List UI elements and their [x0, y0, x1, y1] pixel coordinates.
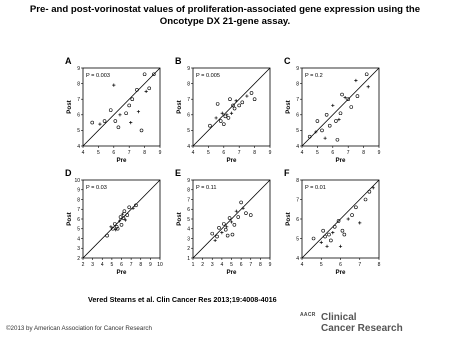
x-axis-label-d: Pre — [116, 269, 127, 276]
data-point-e — [230, 220, 233, 223]
x-axis-label-e: Pre — [226, 269, 237, 276]
data-point-d — [128, 206, 131, 209]
y-tick-label-e: 3 — [187, 236, 190, 243]
data-point-a — [91, 121, 94, 124]
y-tick-label-f: 5 — [296, 236, 299, 243]
data-point-a — [148, 87, 151, 90]
data-point-e — [220, 231, 223, 234]
identity-line-d — [83, 180, 160, 258]
data-point-f — [322, 229, 325, 232]
data-point-a — [112, 84, 115, 87]
data-point-c — [365, 73, 368, 76]
data-point-e — [217, 226, 220, 229]
data-point-f — [339, 245, 342, 248]
data-point-a — [131, 98, 134, 101]
x-tick-label-d: 3 — [91, 262, 95, 268]
x-tick-label-d: 9 — [148, 262, 152, 268]
data-point-e — [244, 212, 247, 215]
p-value-f: P = 0.01 — [305, 185, 326, 191]
y-tick-label-d: 4 — [77, 236, 80, 243]
data-point-e — [214, 239, 217, 242]
y-axis-label-a: Post — [66, 100, 73, 114]
x-tick-label-f: 8 — [377, 262, 381, 268]
data-point-a — [114, 120, 117, 123]
x-axis-label-f: Pre — [335, 269, 346, 276]
panel-label-a: A — [65, 56, 72, 66]
x-tick-label-c: 7 — [346, 150, 350, 156]
data-point-c — [324, 137, 327, 140]
x-tick-label-a: 8 — [143, 150, 146, 156]
y-tick-label-c: 4 — [296, 143, 299, 150]
data-point-c — [344, 96, 347, 99]
data-point-c — [350, 106, 353, 109]
data-point-b — [221, 112, 224, 115]
y-axis-label-e: Post — [176, 212, 183, 226]
data-point-c — [325, 113, 328, 116]
x-tick-label-f: 6 — [339, 262, 342, 268]
data-point-f — [351, 214, 354, 217]
x-tick-label-d: 7 — [129, 262, 133, 268]
panel-label-b: B — [175, 56, 182, 66]
data-point-c — [336, 138, 339, 141]
y-tick-label-d: 10 — [74, 177, 80, 184]
identity-line-e — [193, 180, 270, 258]
y-tick-label-c: 8 — [296, 81, 299, 88]
data-point-b — [241, 101, 244, 104]
y-tick-label-c: 7 — [296, 97, 299, 103]
aacr-logo-text: AACR — [300, 312, 316, 318]
data-point-f — [364, 198, 367, 201]
data-point-d — [113, 222, 116, 225]
data-point-b — [230, 112, 233, 115]
identity-line-a — [83, 68, 160, 146]
data-point-f — [333, 225, 336, 228]
data-point-e — [211, 232, 214, 235]
x-tick-label-a: 4 — [81, 150, 85, 156]
data-point-a — [143, 73, 146, 76]
y-tick-label-e: 9 — [187, 177, 190, 184]
data-point-a — [128, 104, 131, 107]
x-tick-label-d: 6 — [120, 262, 123, 268]
identity-line-b — [193, 68, 270, 146]
x-tick-label-d: 10 — [157, 262, 163, 268]
x-tick-label-a: 6 — [112, 150, 116, 156]
data-point-a — [129, 121, 132, 124]
x-tick-label-b: 8 — [253, 150, 256, 156]
x-axis-label-c: Pre — [335, 157, 346, 164]
y-tick-label-b: 7 — [187, 97, 190, 103]
data-point-e — [240, 201, 243, 204]
y-tick-label-e: 5 — [187, 216, 190, 223]
data-point-e — [224, 228, 227, 231]
y-axis-label-f: Post — [285, 212, 292, 226]
y-tick-label-a: 8 — [77, 81, 80, 88]
y-axis-label-d: Post — [66, 212, 73, 226]
data-point-c — [331, 104, 334, 107]
data-point-a — [98, 123, 101, 126]
y-tick-label-b: 5 — [187, 128, 190, 135]
data-point-e — [241, 207, 244, 210]
data-point-b — [228, 98, 231, 101]
y-tick-label-f: 6 — [296, 216, 299, 223]
x-tick-label-e: 5 — [230, 262, 233, 268]
x-tick-label-b: 5 — [207, 150, 210, 156]
y-tick-label-e: 1 — [187, 255, 190, 262]
data-point-f — [329, 239, 332, 242]
data-point-a — [140, 129, 143, 132]
data-point-e — [249, 214, 252, 217]
data-point-d — [119, 216, 122, 219]
y-tick-label-e: 6 — [187, 207, 190, 214]
x-tick-label-e: 4 — [220, 262, 224, 268]
data-point-c — [367, 85, 370, 88]
data-point-b — [227, 116, 230, 119]
y-tick-label-b: 6 — [187, 112, 190, 119]
data-point-c — [321, 129, 324, 132]
data-point-d — [109, 225, 112, 228]
x-tick-label-c: 5 — [316, 150, 319, 156]
x-tick-label-a: 7 — [127, 150, 131, 156]
data-point-a — [137, 110, 140, 113]
data-point-f — [327, 233, 330, 236]
data-point-e — [233, 223, 236, 226]
y-tick-label-d: 3 — [77, 246, 80, 253]
x-tick-label-b: 4 — [191, 150, 195, 156]
data-point-c — [356, 95, 359, 98]
y-tick-label-f: 4 — [296, 255, 299, 262]
y-tick-label-b: 9 — [187, 65, 190, 72]
y-tick-label-c: 6 — [296, 112, 299, 119]
identity-line-c — [302, 68, 379, 146]
data-point-e — [226, 234, 229, 237]
data-point-f — [347, 217, 350, 220]
panel-label-d: D — [65, 168, 72, 178]
data-point-a — [118, 113, 121, 116]
y-tick-label-f: 7 — [296, 197, 299, 204]
x-tick-label-e: 1 — [191, 262, 195, 268]
x-tick-label-c: 8 — [362, 150, 365, 156]
data-point-a — [125, 112, 128, 115]
data-point-d — [123, 210, 126, 213]
y-tick-label-e: 7 — [187, 197, 190, 204]
data-point-f — [368, 190, 371, 193]
y-tick-label-e: 2 — [187, 246, 190, 253]
data-point-d — [124, 218, 127, 221]
y-tick-label-d: 8 — [77, 197, 80, 204]
data-point-f — [358, 221, 361, 224]
journal-name-line1: Clinical — [321, 312, 357, 323]
data-point-e — [228, 217, 231, 220]
y-tick-label-a: 4 — [77, 143, 80, 150]
x-tick-label-a: 5 — [97, 150, 100, 156]
data-point-f — [320, 241, 323, 244]
x-tick-label-e: 8 — [258, 262, 262, 268]
x-tick-label-f: 7 — [358, 262, 362, 268]
journal-name-line2: Cancer Research — [321, 322, 403, 334]
p-value-d: P = 0.03 — [86, 185, 107, 191]
y-tick-label-d: 6 — [77, 216, 80, 223]
p-value-a: P = 0.003 — [86, 73, 111, 79]
y-tick-label-d: 7 — [77, 207, 80, 214]
data-point-e — [222, 222, 225, 225]
data-point-f — [325, 245, 328, 248]
data-point-e — [225, 225, 228, 228]
y-tick-label-c: 5 — [296, 128, 299, 135]
x-tick-label-f: 4 — [300, 262, 304, 268]
data-point-b — [208, 124, 211, 127]
x-tick-label-e: 7 — [249, 262, 253, 268]
data-point-f — [312, 237, 315, 240]
data-point-b — [215, 116, 218, 119]
data-point-f — [331, 231, 334, 234]
panel-label-e: E — [175, 168, 182, 178]
y-tick-label-e: 8 — [187, 187, 190, 194]
data-point-c — [341, 93, 344, 96]
y-tick-label-e: 4 — [187, 226, 190, 233]
x-tick-label-d: 2 — [81, 262, 85, 268]
data-point-d — [131, 207, 134, 210]
data-point-d — [126, 214, 129, 217]
data-point-f — [341, 229, 344, 232]
data-point-e — [237, 216, 240, 219]
data-point-b — [238, 104, 241, 107]
y-tick-label-c: 9 — [296, 65, 299, 72]
data-point-c — [337, 118, 340, 121]
y-tick-label-a: 9 — [77, 65, 80, 72]
data-point-e — [231, 233, 234, 236]
citation: Vered Stearns et al. Clin Cancer Res 2013;19:4008-4016 — [88, 295, 277, 304]
data-point-b — [224, 115, 227, 118]
data-point-c — [316, 120, 319, 123]
x-tick-label-e: 9 — [268, 262, 272, 268]
data-point-c — [334, 120, 337, 123]
x-tick-label-e: 6 — [239, 262, 243, 268]
x-tick-label-b: 9 — [268, 150, 272, 156]
x-tick-label-b: 6 — [222, 150, 226, 156]
copyright-notice: ©2013 by American Association for Cancer Research — [6, 325, 152, 332]
data-point-b — [216, 102, 219, 105]
data-point-b — [233, 107, 236, 110]
data-point-b — [235, 99, 238, 102]
x-axis-label-a: Pre — [116, 157, 127, 164]
data-point-d — [121, 213, 124, 216]
data-point-d — [120, 223, 123, 226]
x-tick-label-d: 8 — [139, 262, 143, 268]
p-value-b: P = 0.005 — [196, 73, 221, 79]
x-tick-label-d: 4 — [100, 262, 104, 268]
x-tick-label-d: 5 — [110, 262, 114, 268]
x-tick-label-f: 5 — [319, 262, 323, 268]
y-tick-label-b: 4 — [187, 143, 190, 150]
data-point-c — [354, 79, 357, 82]
y-tick-label-a: 6 — [77, 112, 80, 119]
y-tick-label-d: 5 — [77, 226, 80, 233]
data-point-b — [245, 94, 248, 97]
y-tick-label-a: 5 — [77, 128, 80, 135]
data-point-d — [106, 234, 109, 237]
data-point-b — [253, 98, 256, 101]
data-point-b — [219, 120, 222, 123]
p-value-c: P = 0.2 — [305, 73, 323, 79]
x-axis-label-b: Pre — [226, 157, 237, 164]
x-tick-label-c: 9 — [377, 150, 381, 156]
x-tick-label-b: 7 — [237, 150, 241, 156]
x-tick-label-e: 3 — [210, 262, 214, 268]
data-point-a — [145, 90, 148, 93]
data-point-a — [109, 109, 112, 112]
x-tick-label-c: 6 — [331, 150, 335, 156]
data-point-b — [225, 113, 228, 116]
y-axis-label-b: Post — [176, 100, 183, 114]
data-point-a — [117, 126, 120, 129]
y-tick-label-b: 8 — [187, 81, 190, 88]
panel-label-f: F — [284, 168, 290, 178]
data-point-c — [339, 112, 342, 115]
data-point-b — [250, 91, 253, 94]
data-point-f — [324, 235, 327, 238]
x-tick-label-c: 4 — [300, 150, 304, 156]
data-point-a — [103, 120, 106, 123]
p-value-e: P = 0.11 — [196, 185, 217, 191]
y-axis-label-c: Post — [285, 100, 292, 114]
y-tick-label-d: 2 — [77, 255, 80, 262]
figure-title: Pre- and post-vorinostat values of proliferation-associated gene expression using the Oncotype DX 21-gene assay. — [29, 4, 421, 27]
y-tick-label-a: 7 — [77, 97, 80, 103]
x-tick-label-e: 2 — [201, 262, 205, 268]
data-point-b — [222, 123, 225, 126]
data-point-f — [343, 233, 346, 236]
data-point-e — [216, 235, 219, 238]
y-tick-label-f: 8 — [296, 177, 299, 184]
data-point-c — [328, 124, 331, 127]
x-tick-label-a: 9 — [158, 150, 162, 156]
panel-label-c: C — [284, 56, 291, 66]
y-tick-label-d: 9 — [77, 187, 80, 194]
data-point-f — [354, 206, 357, 209]
data-point-e — [235, 210, 238, 213]
journal-logo — [321, 313, 403, 334]
